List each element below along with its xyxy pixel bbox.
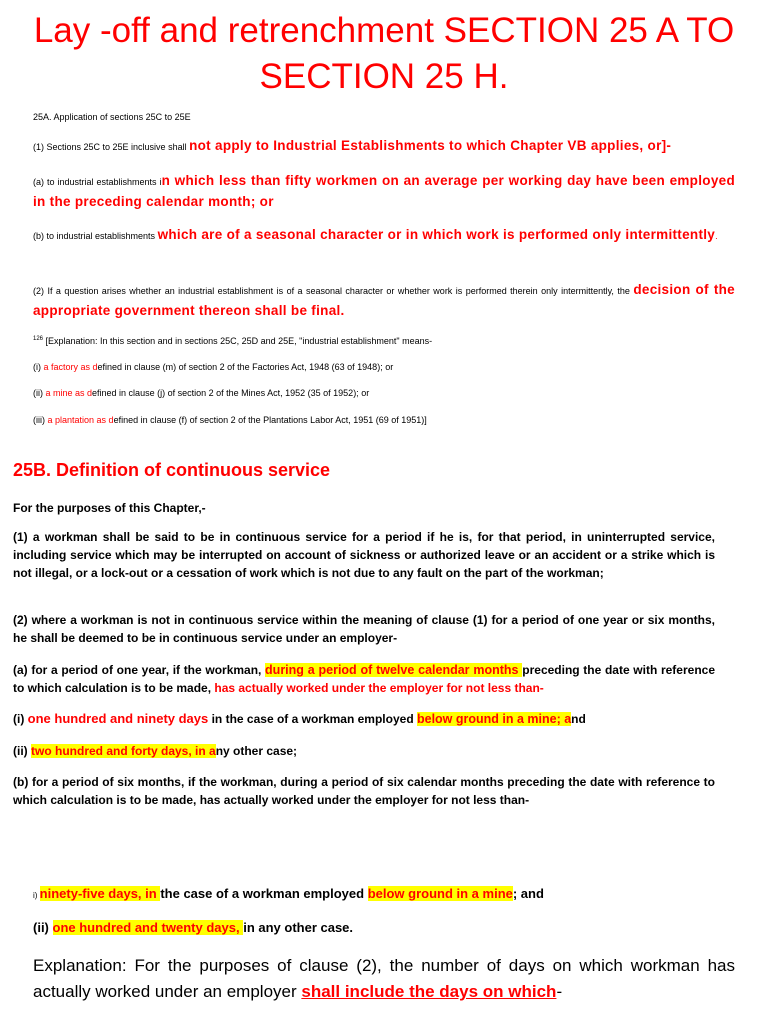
section-25b-clause-2: (2) where a workman is not in continuous service within the meaning of clause (1) for a period of one year or six months, he shall be deemed to be in continuous service under an employer- — [13, 613, 715, 645]
six-item-ii-highlight: one hundred and twenty days, — [52, 920, 244, 935]
section-25b-item-i — [13, 710, 715, 728]
item-ii-highlight: two hundred and forty days, in a — [31, 744, 216, 758]
section-25a-clause-1 — [33, 136, 735, 157]
item-ii-num: (ii) — [33, 388, 46, 398]
item-i-rest: efined in clause (m) of section 2 of the Factories Act, 1948 (63 of 1948); or — [97, 362, 394, 372]
clause-a-emphasis: n which less than fifty workmen on an average per working day have been employed in the preceding calendar month; or — [33, 173, 735, 209]
six-item-i-text: the case of a workman employed — [160, 886, 368, 901]
section-25a-clause-a — [33, 171, 735, 213]
item-i-highlight: below ground in a mine; a — [416, 712, 572, 726]
section-25a-item-i — [33, 357, 735, 377]
item-i-days: one hundred and ninety days — [27, 711, 209, 726]
page-title: Lay -off and retrenchment SECTION 25 A TO SECTION 25 H. — [33, 11, 735, 96]
explanation-end: - — [556, 982, 563, 1001]
clause-a-red: has actually worked under the employer for not less than- — [214, 681, 544, 695]
section-25b-clause-a — [13, 661, 715, 697]
section-25b-item-ii — [13, 742, 715, 760]
footnote-marker: 126 — [33, 336, 44, 342]
section-25b-clause-1: (1) a workman shall be said to be in continuous service for a period if he is, for that period, in uninterrupted service, including service which may be interrupted on account of sickness or authorized leave or an accident or a strike which is not illegal, or a lock-out or a cessation of work which is not due to any fault on the part of the workman; — [13, 530, 715, 580]
section-25a-clause-2 — [33, 280, 735, 322]
item-i-text: in the case of a workman employed — [208, 712, 417, 726]
explanation-emphasis: shall include the days on which — [301, 982, 557, 1001]
item-ii-end: ny other case; — [215, 744, 298, 758]
clause-1-emphasis: not apply to Industrial Establishments to which Chapter VB applies, or]- — [189, 138, 672, 153]
section-25b-six-month-item-i — [33, 886, 735, 901]
explanation-text: [Explanation: In this section and in sections 25C, 25D and 25E, "industrial establishment" means- — [43, 336, 433, 346]
section-25a-clause-b — [33, 225, 735, 246]
item-i-num-b: (i) — [13, 712, 28, 726]
item-ii-rest: efined in clause (j) of section 2 of the Mines Act, 1952 (35 of 1952); or — [92, 388, 370, 398]
section-25b-clause-b: (b) for a period of six months, if the workman, during a period of six calendar months preceding the date with reference to which calculation is to be made, has actually worked under the employer for not less than- — [13, 775, 715, 807]
clause-2-prefix: (2) If a question arises whether an industrial establishment is of a seasonal character or whether work is performed therein only intermittently, the — [33, 286, 634, 296]
section-25a-explanation — [33, 329, 735, 351]
six-item-ii-num: (ii) — [33, 920, 53, 935]
clause-b-emphasis: which are of a seasonal character or in which work is performed only intermittently — [157, 227, 716, 242]
clause-b-prefix: (b) to industrial establishments — [33, 231, 158, 241]
section-25b-heading: 25B. Definition of continuous service — [13, 460, 331, 480]
item-ii-num-b: (ii) — [13, 744, 31, 758]
section-25a-heading: 25A. Application of sections 25C to 25E — [33, 112, 191, 122]
section-25b-intro: For the purposes of this Chapter,- — [13, 501, 206, 515]
clause-1-prefix: (1) Sections 25C to 25E inclusive shall — [33, 142, 190, 152]
section-25a-item-iii — [33, 410, 735, 430]
clause-a-highlight: during a period of twelve calendar months — [265, 663, 523, 677]
six-item-ii-end: in any other case. — [243, 920, 354, 935]
clause-a-prefix: (a) to industrial establishments i — [33, 177, 162, 187]
item-iii-rest: efined in clause (f) of section 2 of the Plantations Labor Act, 1951 (69 of 1951)] — [113, 415, 427, 425]
six-item-i-end: ; and — [512, 886, 544, 901]
item-i-red: a factory as d — [43, 362, 98, 372]
section-25b-explanation — [33, 953, 735, 1005]
explanation-body: Explanation: For the purposes of clause (2), the number of days on which workman has actually worked under an employer — [33, 956, 735, 1001]
clause-a-text-1: (a) for a period of one year, if the workman, — [13, 663, 266, 677]
section-25a-item-ii — [33, 383, 735, 403]
clause-b-period: . — [715, 231, 718, 241]
six-item-i-highlight-2: below ground in a mine — [367, 886, 513, 901]
item-ii-red: a mine as d — [45, 388, 93, 398]
clause-2-emphasis: decision of the appropriate government thereon shall be final. — [33, 282, 735, 318]
item-i-num: (i) — [33, 362, 44, 372]
item-i-end: nd — [571, 712, 586, 726]
section-25b-six-month-item-ii — [33, 920, 735, 935]
six-item-i-num: i) — [33, 891, 40, 900]
item-iii-num: (iii) — [33, 415, 48, 425]
item-iii-red: a plantation as d — [47, 415, 114, 425]
six-item-i-highlight: ninety-five days, in — [39, 886, 161, 901]
clause-a-text-2: preceding the date with reference to which calculation is to be made, — [13, 663, 715, 695]
